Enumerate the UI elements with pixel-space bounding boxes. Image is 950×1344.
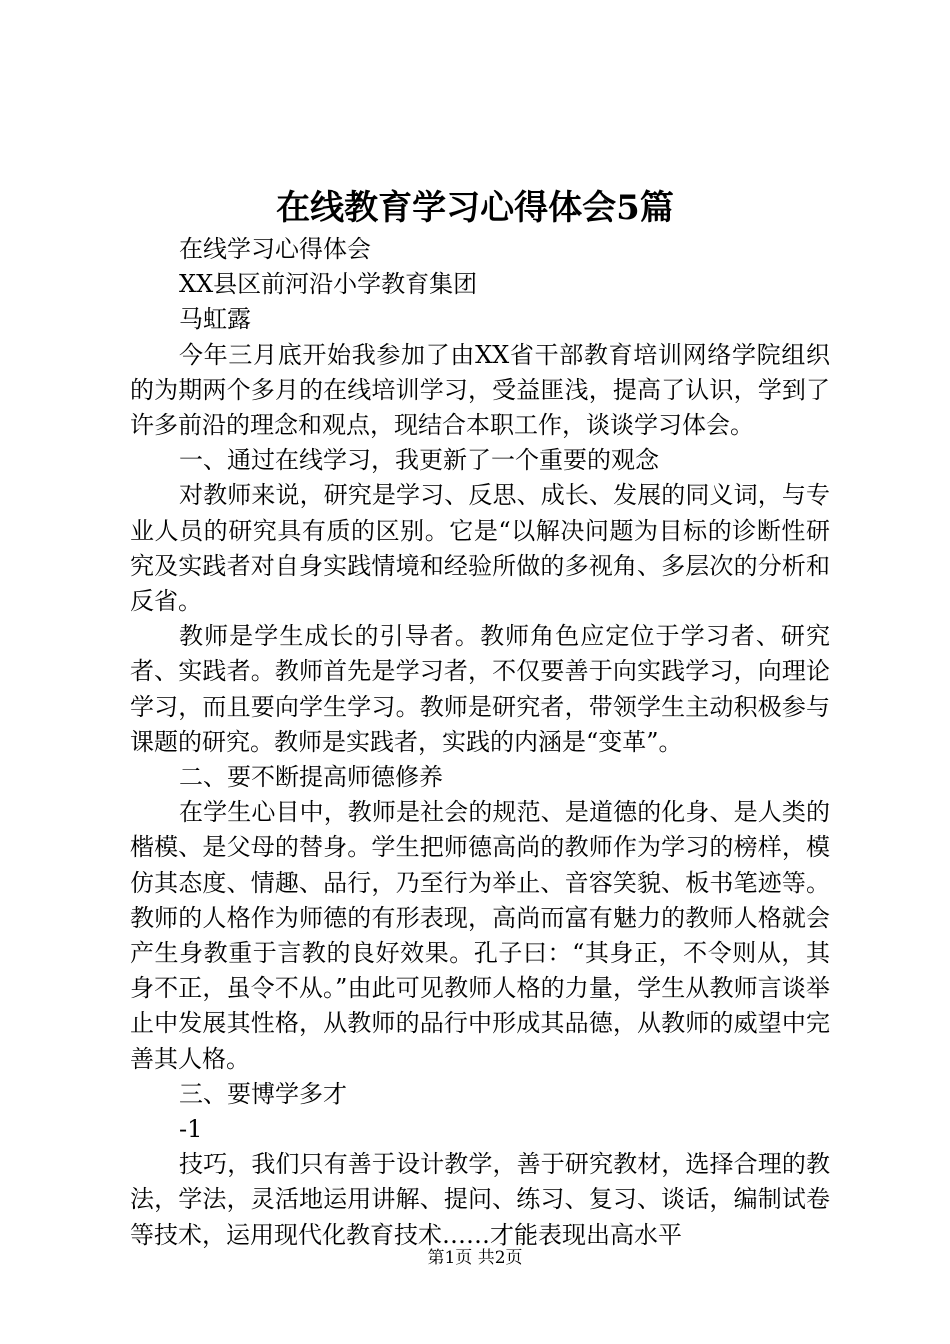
heading-line-3: 马虹露	[179, 305, 251, 334]
paragraph-ethics: 在学生心目中，教师是社会的规范、是道德的化身、是人类的楷模、是父母的替身。学生把师德高尚的教师作为学习的榜样，模仿其态度、情趣、品行，乃至行为举止、音容笑貌、板书笔迹等。教师的人格作为师德的有形表现，高尚而富有魅力的教师人格就会产生身教重于言教的良好效果。孔子曰：“其身正，不令则从，其身不正，虽令不从。”由此可见教师人格的力量，学生从教师言谈举止中发展其性格，从教师的品行中形成其品德，从教师的威望中完善其人格。	[130, 798, 830, 1073]
section-heading-1: 一、通过在线学习，我更新了一个重要的观念	[179, 446, 659, 475]
page-footer: 第1页 共2页	[427, 1248, 523, 1268]
heading-line-1: 在线学习心得体会	[179, 235, 371, 263]
paragraph-skills: 技巧，我们只有善于设计教学，善于研究教材，选择合理的教法，学法，灵活地运用讲解、提问、练习、复习、谈话，编制试卷等技术，运用现代化教育技术……才能表现出高水平	[130, 1150, 830, 1249]
paragraph-intro: 今年三月底开始我参加了由XX省干部教育培训网络学院组织的为期两个多月的在线培训学习，受益匪浅，提高了认识，学到了许多前沿的理念和观点，现结合本职工作，谈谈学习体会。	[130, 340, 830, 439]
section-heading-2: 二、要不断提高师德修养	[179, 763, 443, 791]
page-marker: -1	[179, 1115, 203, 1144]
heading-line-2: XX县区前河沿小学教育集团	[179, 270, 478, 299]
section-heading-3: 三、要博学多才	[179, 1079, 347, 1108]
document-body	[130, 232, 830, 1253]
document-title: 在线教育学习心得体会5篇	[276, 188, 674, 228]
paragraph-research: 对教师来说，研究是学习、反思、成长、发展的同义词，与专业人员的研究具有质的区别。它是“以解决问题为目标的诊断性研究及实践者对自身实践情境和经验所做的多视角、多层次的分析和反省。	[130, 481, 830, 615]
paragraph-teacher-role: 教师是学生成长的引导者。教师角色应定位于学习者、研究者、实践者。教师首先是学习者，不仅要善于向实践学习，向理论学习，而且要向学生学习。教师是研究者，带领学生主动积极参与课题的研究。教师是实践者，实践的内涵是“变革”。	[130, 622, 830, 756]
